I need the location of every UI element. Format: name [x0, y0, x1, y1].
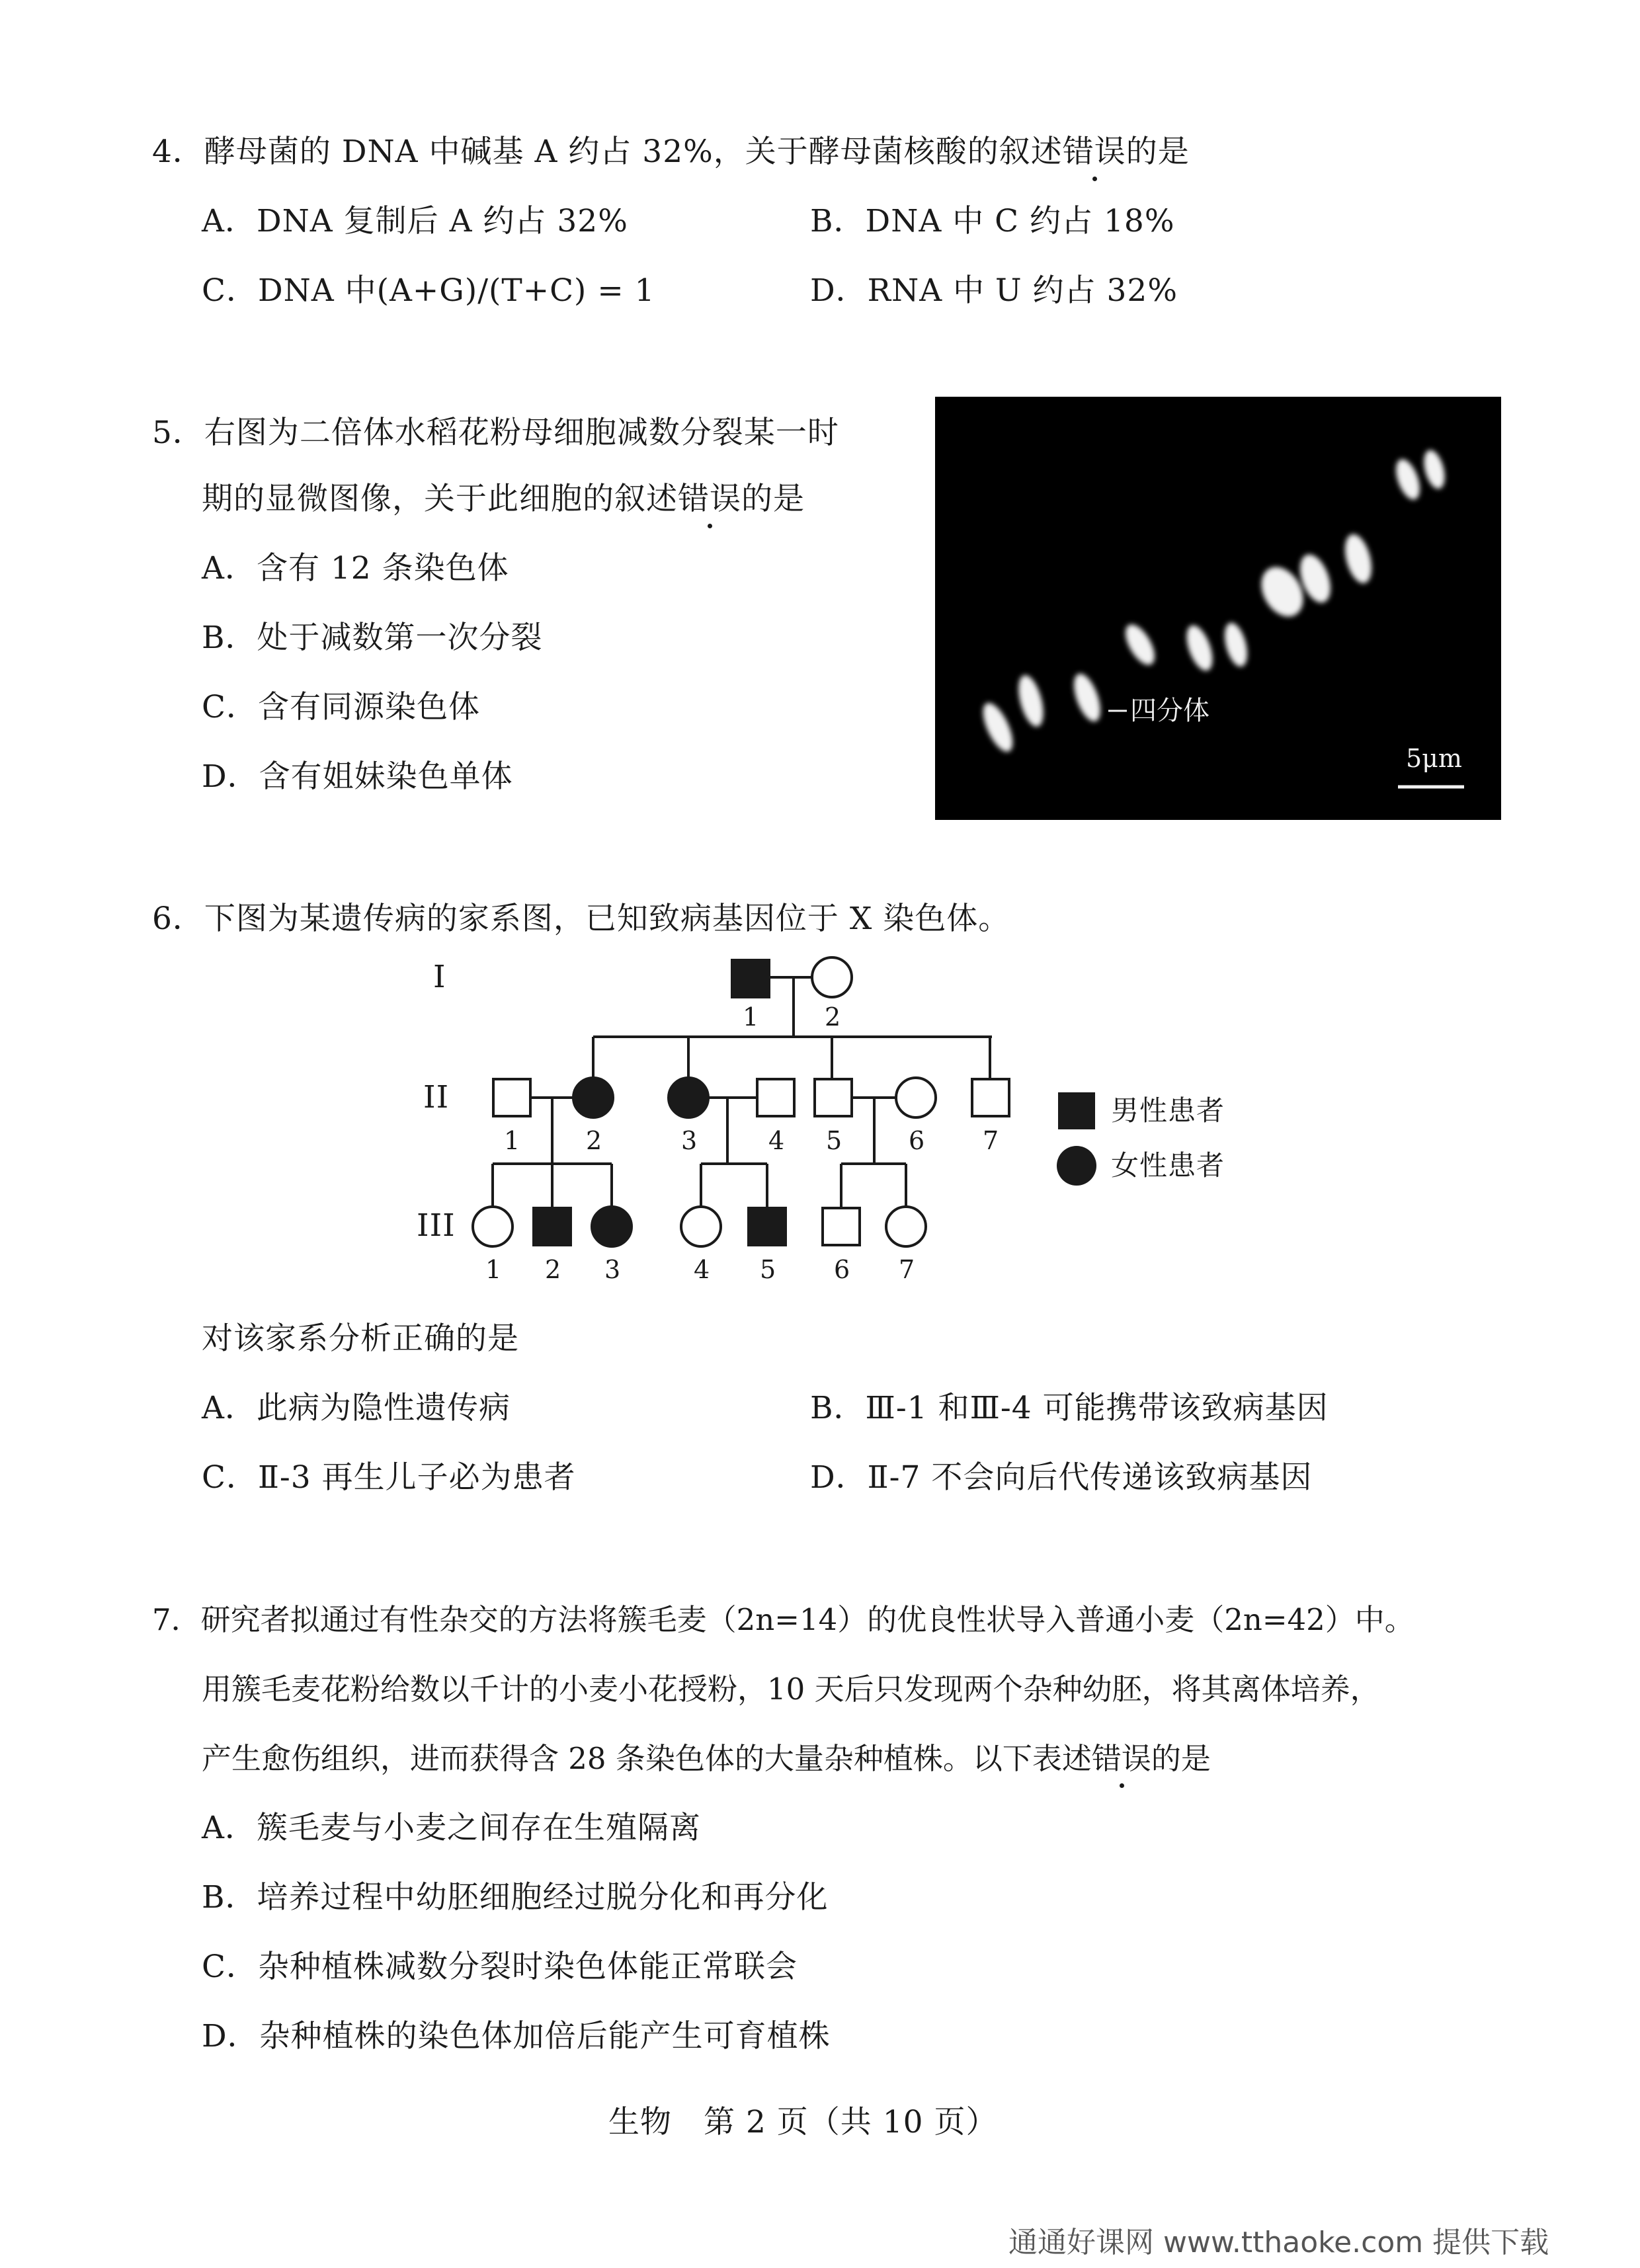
ii4-unaffected-male: [757, 1079, 794, 1116]
q6-option-b: B．Ⅲ-1 和Ⅲ-4 可能携带该致病基因: [810, 1390, 1329, 1426]
legend-male-symbol: [1058, 1092, 1095, 1129]
q7-option-b: B．培养过程中幼胚细胞经过脱分化和再分化: [202, 1879, 829, 1916]
legend-male-label: 男性患者: [1111, 1094, 1225, 1127]
iii7-unaffected-female: [886, 1207, 926, 1246]
ii-num-1: 1: [504, 1126, 521, 1155]
ii1-unaffected-male: [493, 1079, 530, 1116]
watermark: 通通好课网 www.tthaoke.com 提供下载: [1008, 2226, 1549, 2259]
q7-stem-line2: 用簇毛麦花粉给数以千计的小麦小花授粉，10 天后只发现两个杂种幼胚，将其离体培养，: [202, 1672, 1380, 1707]
iii-num-2: 2: [545, 1255, 562, 1284]
ii-num-3: 3: [681, 1126, 698, 1155]
generation-label-i: I: [433, 959, 446, 995]
ii-num-2: 2: [586, 1126, 603, 1155]
chromosome-tetrads: [977, 448, 1449, 756]
q6-option-d: D．Ⅱ-7 不会向后代传递该致病基因: [810, 1459, 1313, 1496]
micrograph-image: [935, 397, 1501, 820]
q5-emphasis: 错误: [678, 479, 741, 519]
iii-num-5: 5: [760, 1255, 777, 1284]
i2-unaffected-female: [812, 957, 852, 997]
ii-num-4: 4: [768, 1126, 786, 1155]
q7-option-c: C．杂种植株减数分裂时染色体能正常联会: [202, 1949, 798, 1985]
q4-option-a: A．DNA 复制后 A 约占 32%: [202, 203, 628, 239]
i-num-2: 2: [825, 1002, 842, 1032]
iii-num-4: 4: [694, 1255, 711, 1284]
q4-option-b: B．DNA 中 C 约占 18%: [810, 203, 1175, 239]
ii5-unaffected-male: [815, 1079, 852, 1116]
q4-stem: 4．酵母菌的 DNA 中碱基 A 约占 32%，关于酵母菌核酸的叙述错误的是: [152, 132, 1190, 172]
q5-option-a: A．含有 12 条染色体: [202, 550, 509, 587]
q7-stem-line1: 7．研究者拟通过有性杂交的方法将簇毛麦（2n=14）的优良性状导入普通小麦（2n=42）中。: [152, 1602, 1414, 1637]
iii4-unaffected-female: [681, 1207, 721, 1246]
q7-emphasis: 错误: [1092, 1739, 1151, 1779]
iii1-unaffected-female: [473, 1207, 512, 1246]
q6-analysis-prompt: 对该家系分析正确的是: [202, 1320, 519, 1357]
iii2-affected-male: [534, 1208, 571, 1245]
q6-stem: 6．下图为某遗传病的家系图，已知致病基因位于 X 染色体。: [152, 901, 1010, 937]
q5-option-b: B．处于减数第一次分裂: [202, 620, 543, 656]
ii6-unaffected-female: [896, 1078, 936, 1117]
q7-option-a: A．簇毛麦与小麦之间存在生殖隔离: [202, 1810, 701, 1846]
iii-num-6: 6: [834, 1255, 851, 1284]
iii5-affected-male: [749, 1208, 786, 1245]
tetrad-label: 四分体: [1130, 696, 1210, 726]
legend-female-symbol: [1057, 1146, 1096, 1186]
q4-option-d: D．RNA 中 U 约占 32%: [810, 272, 1178, 309]
q5-option-d: D．含有姐妹染色单体: [202, 758, 513, 795]
ii-num-6: 6: [909, 1126, 926, 1155]
q6-option-a: A．此病为隐性遗传病: [202, 1390, 511, 1426]
iii3-affected-female: [592, 1207, 632, 1246]
generation-label-iii: III: [417, 1207, 456, 1244]
iii-num-3: 3: [604, 1255, 622, 1284]
page-footer: 生物 第 2 页（共 10 页）: [608, 2104, 998, 2140]
ii2-affected-female: [573, 1078, 613, 1117]
q4-option-c: C．DNA 中(A+G)/(T+C) = 1: [202, 272, 655, 309]
iii-num-7: 7: [899, 1255, 916, 1284]
ii7-unaffected-male: [972, 1079, 1009, 1116]
ii3-affected-female: [669, 1078, 708, 1117]
generation-label-ii: II: [423, 1079, 450, 1115]
legend-female-label: 女性患者: [1111, 1149, 1225, 1182]
q7-option-d: D．杂种植株的染色体加倍后能产生可育植株: [202, 2018, 831, 2054]
q5-stem-line1: 5．右图为二倍体水稻花粉母细胞减数分裂某一时: [152, 415, 839, 451]
q5-option-c: C．含有同源染色体: [202, 689, 480, 725]
ii-num-5: 5: [826, 1126, 843, 1155]
i-num-1: 1: [743, 1002, 760, 1032]
q6-option-c: C．Ⅱ-3 再生儿子必为患者: [202, 1459, 576, 1496]
scale-bar-label: 5μm: [1406, 744, 1462, 773]
q4-emphasis: 错误: [1063, 132, 1126, 172]
q7-stem-line3: 产生愈伤组织，进而获得含 28 条染色体的大量杂种植株。以下表述错误的是: [202, 1739, 1211, 1779]
iii6-unaffected-male: [823, 1208, 860, 1245]
q5-stem-line2: 期的显微图像，关于此细胞的叙述错误的是: [202, 479, 805, 519]
ii-num-7: 7: [983, 1126, 1000, 1155]
i1-affected-male: [732, 960, 769, 997]
iii-num-1: 1: [485, 1255, 503, 1284]
